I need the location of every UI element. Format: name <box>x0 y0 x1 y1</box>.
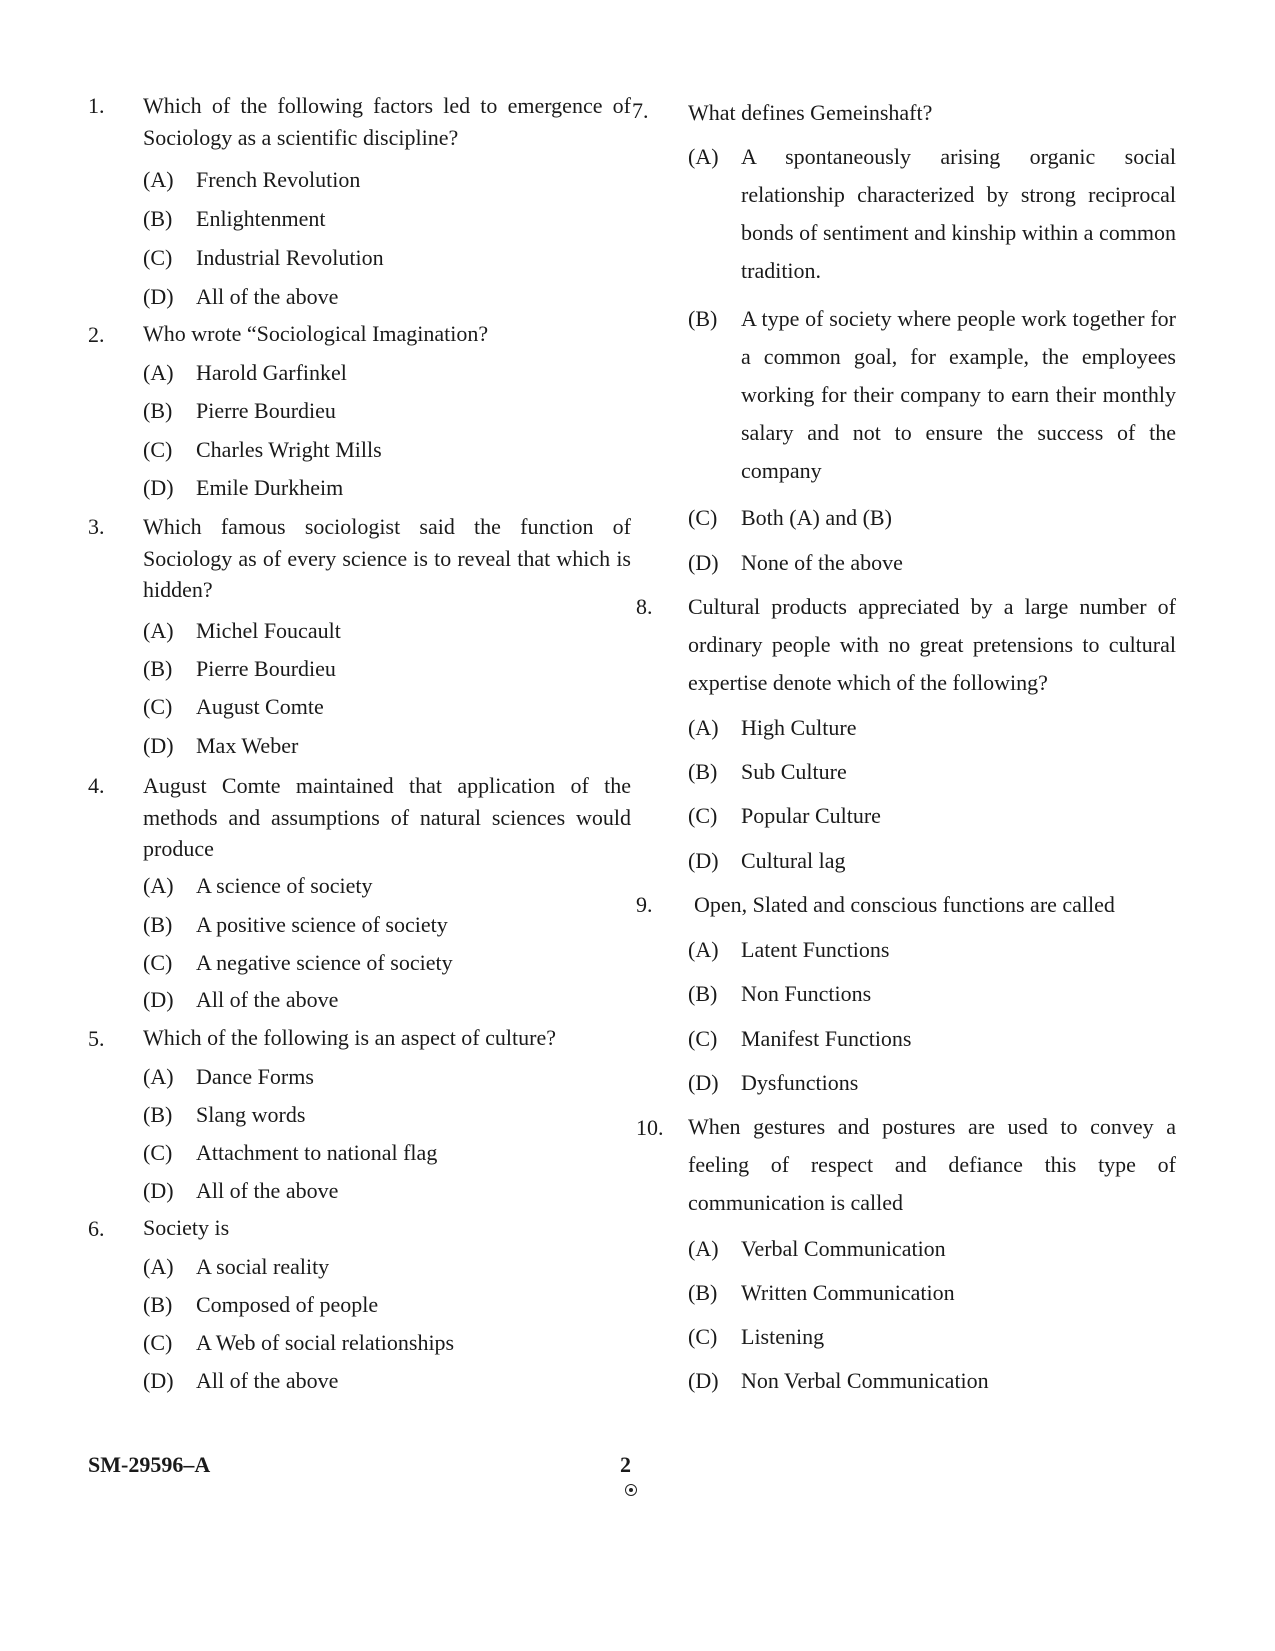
question-9-option-d-letter: (D) <box>688 1070 719 1095</box>
question-3-option-b: Pierre Bourdieu <box>196 656 336 681</box>
question-9-option-b: Non Functions <box>741 981 872 1006</box>
question-8-number: 8. <box>636 594 653 619</box>
question-2-option-b: Pierre Bourdieu <box>196 398 336 423</box>
question-3-option-d: Max Weber <box>196 733 299 758</box>
question-10-number: 10. <box>636 1115 664 1140</box>
paper-code: SM-29596–A <box>88 1452 211 1477</box>
question-1-text: Which of the following factors led to emergence of Sociology as a scientific discipline? <box>143 93 631 150</box>
question-2-option-a: Harold Garfinkel <box>196 360 347 385</box>
question-10-option-a-letter: (A) <box>688 1236 719 1261</box>
question-7-option-c: Both (A) and (B) <box>741 505 892 530</box>
question-9-option-d: Dysfunctions <box>741 1070 859 1095</box>
registration-mark-icon <box>625 1484 637 1496</box>
question-2-option-c: Charles Wright Mills <box>196 437 382 462</box>
question-9-option-b-letter: (B) <box>688 981 718 1006</box>
question-10-option-d-letter: (D) <box>688 1368 719 1393</box>
question-3-number: 3. <box>88 514 105 539</box>
question-7-option-b: A type of society where people work together for a common goal, for example, the employees working for their company to earn their monthly salary and not to ensure the success of the company <box>741 306 1176 483</box>
question-1-option-d-letter: (D) <box>143 284 174 309</box>
question-2-option-d-letter: (D) <box>143 475 174 500</box>
question-10-option-b: Written Communication <box>741 1280 955 1305</box>
question-5-option-a-letter: (A) <box>143 1064 174 1089</box>
question-9-option-a-letter: (A) <box>688 937 719 962</box>
question-1-option-a: French Revolution <box>196 167 361 192</box>
question-9-text: Open, Slated and conscious functions are called <box>694 892 1115 917</box>
question-5-option-b-letter: (B) <box>143 1102 173 1127</box>
question-1-option-c: Industrial Revolution <box>196 245 384 270</box>
question-9-option-c: Manifest Functions <box>741 1026 912 1051</box>
question-5-number: 5. <box>88 1026 105 1051</box>
question-5-text: Which of the following is an aspect of culture? <box>143 1025 556 1050</box>
question-5-option-c: Attachment to national flag <box>196 1140 438 1165</box>
question-2-option-b-letter: (B) <box>143 398 173 423</box>
question-2-option-c-letter: (C) <box>143 437 173 462</box>
question-3-option-d-letter: (D) <box>143 733 174 758</box>
question-4-option-a: A science of society <box>196 873 373 898</box>
question-10-option-c: Listening <box>741 1324 825 1349</box>
question-3-option-a: Michel Foucault <box>196 618 341 643</box>
question-9-option-c-letter: (C) <box>688 1026 718 1051</box>
question-8-option-b: Sub Culture <box>741 759 847 784</box>
question-10-text: When gestures and postures are used to convey a feeling of respect and defiance this type of communication is called <box>688 1114 1176 1215</box>
question-5-option-d: All of the above <box>196 1178 339 1203</box>
question-7-option-d-letter: (D) <box>688 550 719 575</box>
question-2-text: Who wrote “Sociological Imagination? <box>143 321 489 346</box>
question-2-option-a-letter: (A) <box>143 360 174 385</box>
question-10-option-b-letter: (B) <box>688 1280 718 1305</box>
question-8-option-a: High Culture <box>741 715 857 740</box>
question-1-number: 1. <box>88 93 105 118</box>
question-6-text: Society is <box>143 1215 230 1240</box>
question-6-number: 6. <box>88 1216 105 1241</box>
question-8-option-d: Cultural lag <box>741 848 846 873</box>
question-1-option-d: All of the above <box>196 284 339 309</box>
question-10-option-d: Non Verbal Communication <box>741 1368 989 1393</box>
question-10-option-c-letter: (C) <box>688 1324 718 1349</box>
question-1-option-b: Enlightenment <box>196 206 326 231</box>
question-3-option-c-letter: (C) <box>143 694 173 719</box>
question-3-option-c: August Comte <box>196 694 324 719</box>
question-4-option-b: A positive science of society <box>196 912 448 937</box>
question-4-option-c-letter: (C) <box>143 950 173 975</box>
question-8-option-b-letter: (B) <box>688 759 718 784</box>
question-6-option-b-letter: (B) <box>143 1292 173 1317</box>
question-4-text: August Comte maintained that application of the methods and assumptions of natural sciences would produce <box>143 773 631 861</box>
question-3-option-a-letter: (A) <box>143 618 174 643</box>
question-8-option-d-letter: (D) <box>688 848 719 873</box>
question-7-number: 7. <box>632 98 649 123</box>
question-5-option-b: Slang words <box>196 1102 306 1127</box>
question-2-number: 2. <box>88 322 105 347</box>
question-4-option-c: A negative science of society <box>196 950 453 975</box>
question-4-option-a-letter: (A) <box>143 873 174 898</box>
question-2-option-d: Emile Durkheim <box>196 475 344 500</box>
question-10-option-a: Verbal Communication <box>741 1236 946 1261</box>
question-3-text: Which famous sociologist said the function of Sociology as of every science is to reveal that which is hidden? <box>143 514 631 602</box>
question-7-option-d: None of the above <box>741 550 903 575</box>
question-6-option-b: Composed of people <box>196 1292 379 1317</box>
question-4-option-d: All of the above <box>196 987 339 1012</box>
question-8-text: Cultural products appreciated by a large number of ordinary people with no great pretensions to cultural expertise denote which of the following? <box>688 594 1176 695</box>
question-6-option-a-letter: (A) <box>143 1254 174 1279</box>
question-7-option-c-letter: (C) <box>688 505 718 530</box>
question-7-option-b-letter: (B) <box>688 306 718 331</box>
question-5-option-a: Dance Forms <box>196 1064 314 1089</box>
question-6-option-c-letter: (C) <box>143 1330 173 1355</box>
question-6-option-d: All of the above <box>196 1368 339 1393</box>
question-6-option-d-letter: (D) <box>143 1368 174 1393</box>
question-8-option-a-letter: (A) <box>688 715 719 740</box>
question-1-option-a-letter: (A) <box>143 167 174 192</box>
question-5-option-d-letter: (D) <box>143 1178 174 1203</box>
question-7-option-a: A spontaneously arising organic social relationship characterized by strong reciprocal bonds of sentiment and kinship within a common tradition. <box>741 144 1176 283</box>
question-4-option-b-letter: (B) <box>143 912 173 937</box>
question-4-number: 4. <box>88 773 105 798</box>
question-4-option-d-letter: (D) <box>143 987 174 1012</box>
question-3-option-b-letter: (B) <box>143 656 173 681</box>
question-9-option-a: Latent Functions <box>741 937 890 962</box>
question-1-option-b-letter: (B) <box>143 206 173 231</box>
question-7-text: What defines Gemeinshaft? <box>688 100 933 125</box>
question-7-option-a-letter: (A) <box>688 144 719 169</box>
question-1-option-c-letter: (C) <box>143 245 173 270</box>
question-6-option-c: A Web of social relationships <box>196 1330 455 1355</box>
question-8-option-c-letter: (C) <box>688 803 718 828</box>
question-9-number: 9. <box>636 892 653 917</box>
page-number: 2 <box>620 1452 631 1477</box>
question-6-option-a: A social reality <box>196 1254 330 1279</box>
question-5-option-c-letter: (C) <box>143 1140 173 1165</box>
question-8-option-c: Popular Culture <box>741 803 881 828</box>
